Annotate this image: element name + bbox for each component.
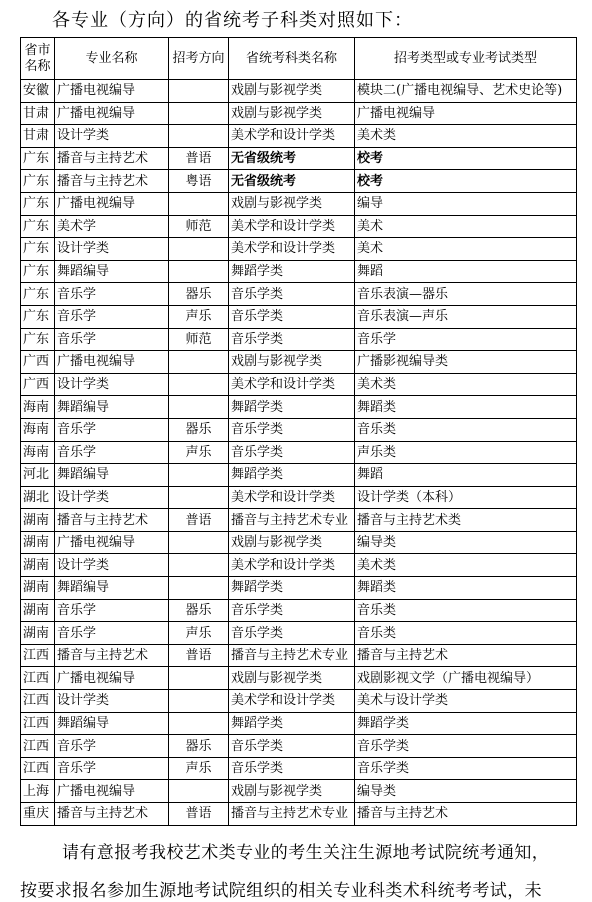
header-major: 专业名称: [55, 38, 169, 80]
cell-major: 美术学: [55, 215, 169, 238]
cell-exam-type: 音乐学类: [355, 757, 577, 780]
cell-exam-category: 戏剧与影视学类: [229, 531, 355, 554]
cell-direction: [169, 780, 229, 803]
cell-major: 广播电视编导: [55, 351, 169, 374]
cell-exam-type: 播音与主持艺术类: [355, 509, 577, 532]
cell-direction: [169, 238, 229, 261]
notice-paragraph-line-2: 按要求报名参加生源地考试院组织的相关专业科类术科统考考试，未: [20, 881, 542, 901]
table-row: [21, 418, 577, 441]
cell-exam-type: 美术与设计学类: [355, 690, 577, 713]
table-row: [21, 170, 577, 193]
cell-major: 舞蹈编导: [55, 464, 169, 487]
cell-province: 江西: [21, 644, 55, 667]
cell-exam-category: 舞蹈学类: [229, 577, 355, 600]
table-row: [21, 147, 577, 170]
cell-direction: [169, 531, 229, 554]
cell-major: 设计学类: [55, 690, 169, 713]
table-row: [21, 80, 577, 103]
cell-major: 音乐学: [55, 441, 169, 464]
cell-exam-type: 校考: [355, 147, 577, 170]
cell-exam-type: 戏剧影视文学（广播电视编导）: [355, 667, 577, 690]
cell-province: 重庆: [21, 803, 55, 826]
cell-major: 舞蹈编导: [55, 396, 169, 419]
cell-exam-category: 播音与主持艺术专业: [229, 803, 355, 826]
cell-exam-category: 舞蹈学类: [229, 464, 355, 487]
cell-direction: [169, 351, 229, 374]
header-direction: 招考方向: [169, 38, 229, 80]
cell-exam-category: 戏剧与影视学类: [229, 667, 355, 690]
cell-exam-category: 音乐学类: [229, 441, 355, 464]
cell-direction: 声乐: [169, 441, 229, 464]
cell-province: 河北: [21, 464, 55, 487]
cell-province: 上海: [21, 780, 55, 803]
table-row: [21, 283, 577, 306]
cell-major: 音乐学: [55, 735, 169, 758]
cell-exam-type: 舞蹈: [355, 464, 577, 487]
cell-major: 广播电视编导: [55, 667, 169, 690]
cell-province: 湖南: [21, 531, 55, 554]
cell-major: 音乐学: [55, 283, 169, 306]
table-row: [21, 780, 577, 803]
cell-exam-type: 美术类: [355, 125, 577, 148]
cell-direction: [169, 464, 229, 487]
cell-direction: 普语: [169, 644, 229, 667]
cell-province: 广西: [21, 373, 55, 396]
cell-province: 江西: [21, 735, 55, 758]
table-row: [21, 215, 577, 238]
cell-direction: [169, 554, 229, 577]
table-row: [21, 690, 577, 713]
cell-exam-category: 戏剧与影视学类: [229, 192, 355, 215]
table-row: [21, 441, 577, 464]
cell-exam-category: 播音与主持艺术专业: [229, 509, 355, 532]
cell-exam-type: 舞蹈学类: [355, 712, 577, 735]
cell-province: 广西: [21, 351, 55, 374]
cell-exam-category: 舞蹈学类: [229, 712, 355, 735]
cell-major: 设计学类: [55, 486, 169, 509]
cell-exam-category: 无省级统考: [229, 147, 355, 170]
cell-province: 广东: [21, 147, 55, 170]
cell-province: 广东: [21, 192, 55, 215]
table-body: [21, 80, 577, 826]
cell-province: 湖南: [21, 509, 55, 532]
cell-exam-type: 美术: [355, 238, 577, 261]
cell-major: 音乐学: [55, 599, 169, 622]
cell-direction: [169, 125, 229, 148]
cell-exam-category: 戏剧与影视学类: [229, 102, 355, 125]
cell-exam-category: 播音与主持艺术专业: [229, 644, 355, 667]
cell-exam-type: 设计学类（本科）: [355, 486, 577, 509]
cell-province: 广东: [21, 260, 55, 283]
header-exam-category: 省统考科类名称: [229, 38, 355, 80]
table-row: [21, 644, 577, 667]
table-row: [21, 486, 577, 509]
table-row: [21, 260, 577, 283]
cell-exam-type: 音乐类: [355, 418, 577, 441]
cell-exam-type: 音乐学: [355, 328, 577, 351]
cell-province: 江西: [21, 757, 55, 780]
cell-exam-type: 播音与主持艺术: [355, 803, 577, 826]
cell-exam-category: 音乐学类: [229, 328, 355, 351]
cell-exam-category: 美术学和设计学类: [229, 690, 355, 713]
cell-direction: [169, 260, 229, 283]
cell-direction: 器乐: [169, 418, 229, 441]
cell-province: 海南: [21, 396, 55, 419]
cell-direction: [169, 373, 229, 396]
cell-direction: [169, 690, 229, 713]
cell-major: 音乐学: [55, 757, 169, 780]
cell-province: 江西: [21, 667, 55, 690]
subject-mapping-table: [20, 37, 577, 826]
cell-exam-type: 音乐类: [355, 599, 577, 622]
cell-major: 播音与主持艺术: [55, 170, 169, 193]
cell-major: 广播电视编导: [55, 102, 169, 125]
cell-major: 设计学类: [55, 238, 169, 261]
table-row: [21, 803, 577, 826]
cell-province: 湖南: [21, 554, 55, 577]
cell-province: 江西: [21, 712, 55, 735]
cell-major: 舞蹈编导: [55, 577, 169, 600]
cell-major: 播音与主持艺术: [55, 803, 169, 826]
table-row: [21, 102, 577, 125]
cell-direction: [169, 712, 229, 735]
cell-direction: 器乐: [169, 735, 229, 758]
cell-direction: [169, 192, 229, 215]
cell-exam-category: 音乐学类: [229, 418, 355, 441]
cell-direction: [169, 486, 229, 509]
table-row: [21, 735, 577, 758]
cell-major: 音乐学: [55, 328, 169, 351]
cell-exam-category: 音乐学类: [229, 735, 355, 758]
table-row: [21, 396, 577, 419]
cell-exam-category: 美术学和设计学类: [229, 373, 355, 396]
cell-exam-category: 舞蹈学类: [229, 260, 355, 283]
cell-exam-type: 模块二(广播电视编导、艺术史论等): [355, 80, 577, 103]
table-row: [21, 577, 577, 600]
cell-exam-category: 音乐学类: [229, 305, 355, 328]
cell-exam-category: 音乐学类: [229, 599, 355, 622]
cell-direction: [169, 396, 229, 419]
cell-direction: 器乐: [169, 283, 229, 306]
cell-exam-category: 美术学和设计学类: [229, 554, 355, 577]
cell-exam-category: 美术学和设计学类: [229, 215, 355, 238]
header-province: 省市名称: [21, 38, 55, 80]
cell-exam-type: 音乐类: [355, 622, 577, 645]
table-row: [21, 192, 577, 215]
table-row: [21, 712, 577, 735]
cell-exam-category: 戏剧与影视学类: [229, 780, 355, 803]
cell-major: 音乐学: [55, 305, 169, 328]
cell-major: 播音与主持艺术: [55, 509, 169, 532]
cell-direction: [169, 80, 229, 103]
cell-direction: 普语: [169, 147, 229, 170]
table-row: [21, 531, 577, 554]
table-row: [21, 509, 577, 532]
cell-major: 广播电视编导: [55, 80, 169, 103]
cell-province: 湖北: [21, 486, 55, 509]
cell-direction: 声乐: [169, 305, 229, 328]
cell-direction: [169, 102, 229, 125]
cell-exam-type: 校考: [355, 170, 577, 193]
cell-province: 甘肃: [21, 125, 55, 148]
cell-direction: 器乐: [169, 599, 229, 622]
cell-major: 广播电视编导: [55, 780, 169, 803]
cell-major: 舞蹈编导: [55, 712, 169, 735]
cell-direction: [169, 667, 229, 690]
header-exam-type: 招考类型或专业考试类型: [355, 38, 577, 80]
table-row: [21, 554, 577, 577]
cell-exam-type: 舞蹈类: [355, 577, 577, 600]
cell-exam-category: 戏剧与影视学类: [229, 351, 355, 374]
cell-exam-type: 播音与主持艺术: [355, 644, 577, 667]
cell-direction: 师范: [169, 328, 229, 351]
cell-exam-category: 美术学和设计学类: [229, 238, 355, 261]
cell-major: 广播电视编导: [55, 531, 169, 554]
table-row: [21, 667, 577, 690]
cell-major: 设计学类: [55, 373, 169, 396]
cell-major: 广播电视编导: [55, 192, 169, 215]
cell-exam-category: 美术学和设计学类: [229, 125, 355, 148]
cell-exam-type: 广播电视编导: [355, 102, 577, 125]
cell-exam-type: 舞蹈类: [355, 396, 577, 419]
cell-province: 海南: [21, 418, 55, 441]
table-row: [21, 622, 577, 645]
cell-province: 海南: [21, 441, 55, 464]
cell-direction: 普语: [169, 509, 229, 532]
cell-exam-type: 音乐学类: [355, 735, 577, 758]
cell-exam-type: 编导类: [355, 531, 577, 554]
cell-major: 音乐学: [55, 418, 169, 441]
cell-province: 湖南: [21, 622, 55, 645]
cell-major: 播音与主持艺术: [55, 147, 169, 170]
cell-exam-type: 美术类: [355, 373, 577, 396]
table-row: [21, 373, 577, 396]
cell-exam-category: 音乐学类: [229, 283, 355, 306]
cell-province: 广东: [21, 283, 55, 306]
cell-exam-type: 音乐表演—声乐: [355, 305, 577, 328]
page-heading: 各专业（方向）的省统考子科类对照如下：: [52, 10, 413, 31]
cell-province: 广东: [21, 305, 55, 328]
table-row: [21, 464, 577, 487]
cell-province: 广东: [21, 170, 55, 193]
cell-exam-category: 无省级统考: [229, 170, 355, 193]
table-header-row: [21, 38, 577, 80]
cell-direction: 声乐: [169, 622, 229, 645]
cell-exam-category: 音乐学类: [229, 757, 355, 780]
cell-province: 江西: [21, 690, 55, 713]
cell-province: 广东: [21, 215, 55, 238]
table-row: [21, 757, 577, 780]
table-row: [21, 328, 577, 351]
cell-exam-category: 舞蹈学类: [229, 396, 355, 419]
cell-exam-type: 编导: [355, 192, 577, 215]
cell-direction: 普语: [169, 803, 229, 826]
cell-province: 广东: [21, 328, 55, 351]
cell-province: 安徽: [21, 80, 55, 103]
table-row: [21, 599, 577, 622]
cell-major: 音乐学: [55, 622, 169, 645]
cell-exam-type: 广播影视编导类: [355, 351, 577, 374]
cell-direction: 声乐: [169, 757, 229, 780]
cell-province: 甘肃: [21, 102, 55, 125]
table-row: [21, 238, 577, 261]
cell-major: 舞蹈编导: [55, 260, 169, 283]
cell-direction: 师范: [169, 215, 229, 238]
notice-paragraph-line-1: 请有意报考我校艺术类专业的考生关注生源地考试院统考通知，: [62, 843, 550, 863]
cell-major: 设计学类: [55, 554, 169, 577]
cell-direction: 粤语: [169, 170, 229, 193]
cell-direction: [169, 577, 229, 600]
cell-exam-type: 声乐类: [355, 441, 577, 464]
cell-major: 播音与主持艺术: [55, 644, 169, 667]
cell-province: 湖南: [21, 599, 55, 622]
cell-exam-type: 音乐表演—器乐: [355, 283, 577, 306]
cell-province: 广东: [21, 238, 55, 261]
cell-major: 设计学类: [55, 125, 169, 148]
table-row: [21, 125, 577, 148]
table-row: [21, 351, 577, 374]
cell-exam-category: 戏剧与影视学类: [229, 80, 355, 103]
table-row: [21, 305, 577, 328]
cell-exam-type: 美术类: [355, 554, 577, 577]
cell-exam-category: 美术学和设计学类: [229, 486, 355, 509]
cell-exam-type: 舞蹈: [355, 260, 577, 283]
cell-exam-category: 音乐学类: [229, 622, 355, 645]
cell-exam-type: 编导类: [355, 780, 577, 803]
cell-province: 湖南: [21, 577, 55, 600]
cell-exam-type: 美术: [355, 215, 577, 238]
